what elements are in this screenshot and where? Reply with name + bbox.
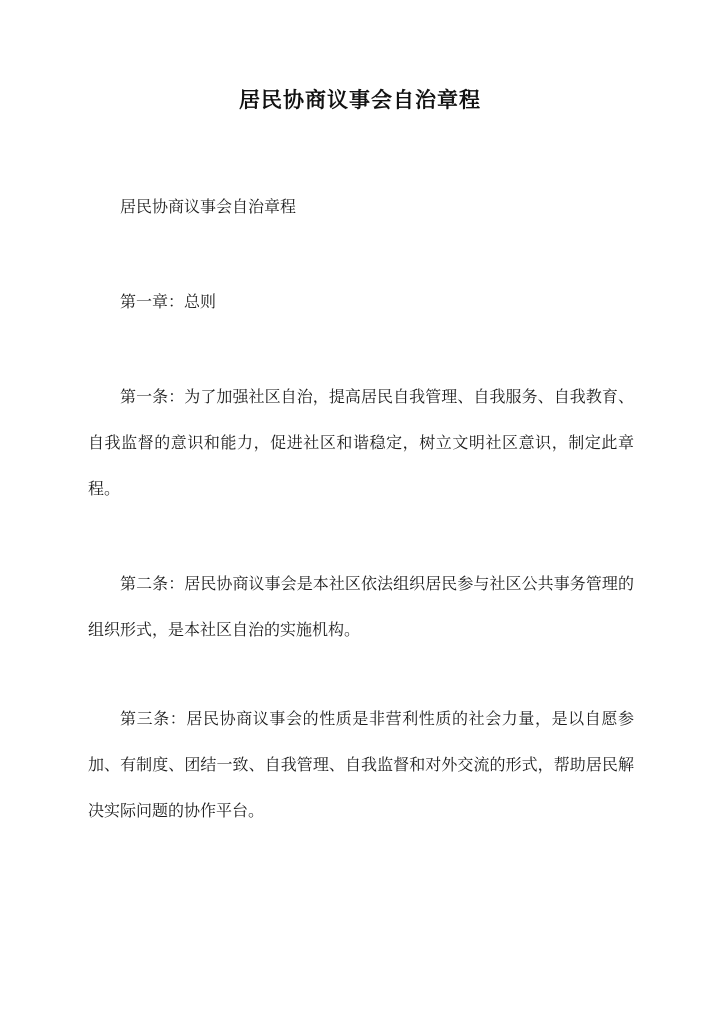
document-title: 居民协商议事会自治章程	[239, 87, 481, 112]
article-3-paragraph: 第三条：居民协商议事会的性质是非营利性质的社会力量，是以自愿参加、有制度、团结一致、自我管理、自我监督和对外交流的形式，帮助居民解决实际问题的协作平台。	[88, 709, 634, 820]
document-subtitle: 居民协商议事会自治章程	[120, 197, 297, 216]
article-1-paragraph: 第一条：为了加强社区自治，提高居民自我管理、自我服务、自我教育、自我监督的意识和能力，促进社区和谐稳定，树立文明社区意识，制定此章程。	[88, 387, 634, 498]
article-2-paragraph: 第二条：居民协商议事会是本社区依法组织居民参与社区公共事务管理的组织形式，是本社区自治的实施机构。	[88, 574, 634, 639]
chapter-heading: 第一章：总则	[120, 292, 217, 311]
